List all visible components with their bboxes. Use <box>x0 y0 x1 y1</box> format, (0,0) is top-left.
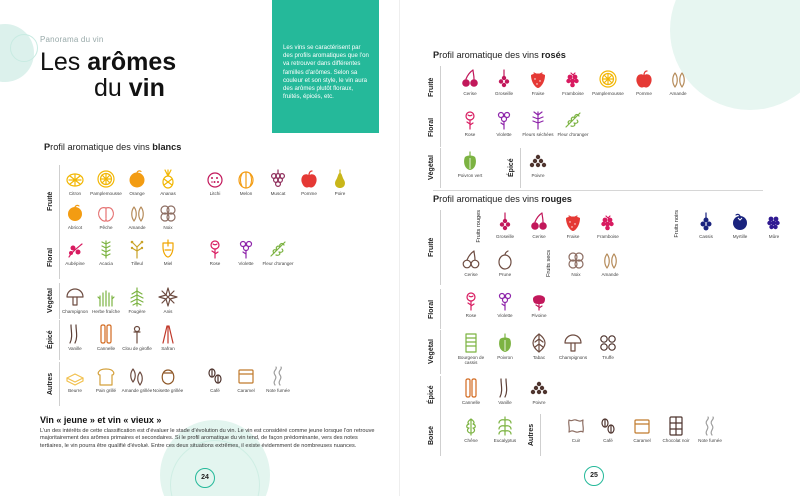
aroma-label: Poivre <box>531 173 545 178</box>
aroma-label: Myrtille <box>732 234 748 239</box>
smoke-icon <box>700 416 720 436</box>
family-divider <box>440 107 441 147</box>
honey-icon <box>158 239 178 259</box>
aroma-label: Aubépine <box>65 261 85 266</box>
aroma-label: Fleurs séchées <box>522 132 554 137</box>
vanilla-icon <box>65 324 85 344</box>
aroma-item <box>150 366 186 393</box>
aroma-item <box>452 69 488 96</box>
section-divider <box>433 190 763 191</box>
right-page <box>400 0 800 496</box>
breadcrumb: Panorama du vin <box>40 35 104 44</box>
rose-icon <box>460 110 480 130</box>
plum-icon <box>495 250 515 270</box>
aroma-label: Anis <box>163 309 173 314</box>
pineapple-icon <box>158 169 178 189</box>
grapefruit-icon <box>598 69 618 89</box>
aroma-item <box>660 69 696 96</box>
blackcurrant-icon <box>696 212 716 232</box>
aroma-label: Fraise <box>531 91 545 96</box>
aroma-item <box>590 69 626 96</box>
aroma-item <box>453 416 489 443</box>
family-label: Autres <box>47 372 54 396</box>
aroma-label: Vanille <box>68 346 82 351</box>
aroma-item <box>520 151 556 178</box>
aroma-label: Amande grillée <box>121 388 153 393</box>
aroma-item <box>228 239 264 266</box>
acacia-icon <box>96 239 116 259</box>
aroma-label: Groseille <box>495 234 515 239</box>
aroma-item <box>260 239 296 266</box>
aroma-item <box>558 250 594 277</box>
sublabel-fruits-secs: Fruits secs <box>546 250 552 278</box>
aroma-item <box>520 110 556 137</box>
aroma-label: Poivron <box>497 355 513 360</box>
aroma-label: Ananas <box>160 191 176 196</box>
aroma-label: Melon <box>239 191 253 196</box>
peony-icon <box>529 291 549 311</box>
aroma-label: Champignon <box>61 309 89 314</box>
aroma-item <box>150 324 186 351</box>
smoke-icon <box>268 366 288 386</box>
aroma-item <box>150 169 186 196</box>
cinnamon-icon <box>461 378 481 398</box>
family-label: Floral <box>428 117 435 137</box>
mushroom-icon <box>563 333 583 353</box>
family-label: Fruité <box>428 77 435 97</box>
aroma-label: Groseille <box>494 91 514 96</box>
family-divider <box>440 66 441 108</box>
aroma-item <box>487 416 523 443</box>
aroma-label: Violette <box>497 313 513 318</box>
aroma-label: Fraise <box>566 234 580 239</box>
aroma-label: Noix <box>571 272 581 277</box>
aroma-label: Caramel <box>237 388 255 393</box>
aroma-item <box>260 366 296 393</box>
aroma-item <box>487 378 523 405</box>
title-light: Les <box>40 48 88 76</box>
grapefruit-icon <box>96 169 116 189</box>
hawthorn-icon <box>65 239 85 259</box>
aroma-label: Orange <box>129 191 145 196</box>
linden-icon <box>127 239 147 259</box>
pear-icon <box>330 169 350 189</box>
family-divider <box>440 289 441 329</box>
aroma-item <box>692 416 728 443</box>
aroma-label: Pivoine <box>531 313 547 318</box>
family-label: Épicé <box>428 385 435 405</box>
aroma-item <box>555 212 591 239</box>
aroma-label: Pain grillé <box>95 388 117 393</box>
aroma-label: Pomme <box>636 91 652 96</box>
aroma-item <box>322 169 358 196</box>
redcurrant-icon <box>495 212 515 232</box>
aroma-label: Cerise <box>463 91 477 96</box>
fern-icon <box>127 287 147 307</box>
aroma-label: Champignons <box>558 355 588 360</box>
aroma-item <box>555 110 591 137</box>
aroma-label: Café <box>603 438 613 443</box>
page-title-line1 <box>40 48 176 77</box>
aroma-item <box>150 239 186 266</box>
family-label: Fruité <box>47 191 54 211</box>
aroma-item <box>228 169 264 196</box>
page-title-line2 <box>94 74 165 103</box>
title-light: du <box>94 74 129 102</box>
pepper-grains-icon <box>528 151 548 171</box>
aroma-label: Pêche <box>99 225 113 230</box>
aroma-label: Noisette grillée <box>152 388 184 393</box>
family-label: Floral <box>47 247 54 267</box>
section-title-roses: Profil aromatique des vins rosés <box>433 50 566 60</box>
aroma-label: Note fumée <box>266 388 290 393</box>
bud-icon <box>461 333 481 353</box>
cherry-outline-icon <box>461 250 481 270</box>
aroma-label: Note fumée <box>698 438 722 443</box>
aroma-item <box>150 203 186 230</box>
mushroom-icon <box>65 287 85 307</box>
toast-icon <box>96 366 116 386</box>
decorative-ring <box>10 34 38 62</box>
family-label: Autres <box>528 423 535 447</box>
saffron-icon <box>158 324 178 344</box>
family-label: Boisé <box>428 425 435 445</box>
aroma-label: Mûre <box>768 234 780 239</box>
aroma-item <box>452 151 488 178</box>
aroma-label: Violette <box>238 261 254 266</box>
coffee-beans-icon <box>205 366 225 386</box>
aroma-item <box>521 333 557 360</box>
family-label: Épicé <box>47 330 54 350</box>
aroma-label: Noix <box>163 225 173 230</box>
violet-icon <box>495 291 515 311</box>
aroma-label: Clou de girofle <box>122 346 152 351</box>
apple-icon <box>299 169 319 189</box>
strawberry-icon <box>528 69 548 89</box>
aroma-label: Pomme <box>301 191 317 196</box>
apple-icon <box>634 69 654 89</box>
aroma-item <box>590 333 626 360</box>
aroma-item <box>486 69 522 96</box>
aroma-item <box>453 250 489 277</box>
butter-icon <box>65 366 85 386</box>
aroma-item <box>555 69 591 96</box>
aroma-label: Beurre <box>68 388 82 393</box>
aroma-label: Amande <box>601 272 619 277</box>
aroma-label: Prune <box>498 272 512 277</box>
aroma-label: Miel <box>163 261 173 266</box>
rose-icon <box>461 291 481 311</box>
almond-icon <box>127 203 147 223</box>
aroma-label: Bourgeon de cassis <box>457 355 485 366</box>
aroma-label: Poivron vert <box>457 173 483 178</box>
aroma-label: Fleur d'oranger <box>557 132 589 137</box>
aroma-label: Litchi <box>209 191 221 196</box>
aroma-label: Eucalyptus <box>493 438 517 443</box>
aroma-label: Poivre <box>532 400 546 405</box>
aroma-item <box>521 378 557 405</box>
violet-icon <box>236 239 256 259</box>
toasted-almond-icon <box>127 366 147 386</box>
aroma-item <box>150 287 186 314</box>
eucalyptus-icon <box>495 416 515 436</box>
caramel-icon <box>632 416 652 436</box>
aroma-label: Cerise <box>464 272 478 277</box>
family-divider <box>440 376 441 414</box>
tobacco-leaf-icon <box>529 333 549 353</box>
dark-chocolate-icon <box>666 416 686 436</box>
walnut-icon <box>566 250 586 270</box>
dried-flowers-icon <box>528 110 548 130</box>
aroma-item <box>521 291 557 318</box>
aroma-label: Cerise <box>532 234 546 239</box>
strawberry-icon <box>563 212 583 232</box>
intro-text: Les vins se caractérisent par des profils aromatiques que l'on va retrouver dans différentes familles d'arômes. Selon sa couleur et son style, le vin aura des arômes plutôt floraux, fruités, épicés, etc. <box>283 44 369 101</box>
aroma-item <box>722 212 758 239</box>
family-divider <box>440 148 441 188</box>
aroma-item <box>453 291 489 318</box>
family-divider <box>440 414 441 456</box>
aroma-label: Cassis <box>699 234 713 239</box>
aroma-label: Framboise <box>562 91 584 96</box>
family-label: Végétal <box>428 339 435 365</box>
section-title-blancs: Profil aromatique des vins blancs <box>44 142 182 152</box>
coffee-beans-icon <box>598 416 618 436</box>
aroma-label: Fougère <box>128 309 146 314</box>
section-title-rouges: Profil aromatique des vins rouges <box>433 194 572 204</box>
cinnamon-icon <box>96 324 116 344</box>
aroma-label: Pamplemousse <box>592 91 624 96</box>
aroma-item <box>658 416 694 443</box>
family-label: Épicé <box>508 158 515 178</box>
orange-blossom-icon <box>563 110 583 130</box>
grass-icon <box>96 287 116 307</box>
aroma-item <box>520 69 556 96</box>
sublabel-fruits-noirs: Fruits noirs <box>674 210 680 238</box>
hazelnut-icon <box>158 366 178 386</box>
cherry-icon <box>460 69 480 89</box>
aroma-label: Amande <box>128 225 146 230</box>
aroma-item <box>453 333 489 366</box>
blackberry-icon <box>764 212 784 232</box>
aroma-label: Café <box>210 388 220 393</box>
aroma-label: Tabac <box>532 355 546 360</box>
aroma-label: Cannelle <box>96 346 116 351</box>
vin-jeune-vieux-title: Vin « jeune » et vin « vieux » <box>40 415 162 425</box>
aroma-item <box>521 212 557 239</box>
aroma-label: Fleur d'oranger <box>262 261 294 266</box>
aroma-item <box>487 291 523 318</box>
aroma-label: Caramel <box>633 438 651 443</box>
aroma-label: Abricot <box>67 225 83 230</box>
family-label: Végétal <box>47 288 54 314</box>
aroma-label: Chêne <box>464 438 478 443</box>
aroma-item <box>487 212 523 239</box>
raspberry-icon <box>598 212 618 232</box>
aroma-item <box>756 212 792 239</box>
aroma-item <box>558 416 594 443</box>
aroma-label: Rose <box>464 132 476 137</box>
aroma-item <box>626 69 662 96</box>
aroma-label: Safran <box>161 346 175 351</box>
aroma-item <box>590 212 626 239</box>
aroma-item <box>486 110 522 137</box>
aroma-label: Violette <box>496 132 512 137</box>
aroma-label: Rose <box>465 313 477 318</box>
vanilla-icon <box>495 378 515 398</box>
vin-jeune-vieux-text: L'un des intérêts de cette classification est d'évaluer le stade d'évolution du vin. Le vin est considéré comme jeune lorsque l'on retrouve majoritairement des arômes primaires et secondaires. Si le profil aromatique du vin tend, de façon prédominante, vers des notes tertiaires, le vin pourra être qualifié d'évolué. Entre ces deux situations extrêmes, il existe évidemment de nombreuses nuances. <box>40 428 375 449</box>
aroma-item <box>487 250 523 277</box>
intro-box <box>272 0 379 133</box>
aroma-item <box>487 333 523 360</box>
oak-leaf-icon <box>461 416 481 436</box>
aroma-label: Vanille <box>498 400 512 405</box>
title-bold: vin <box>128 74 165 102</box>
aroma-label: Chocolat noir <box>662 438 690 443</box>
aroma-label: Muscat <box>270 191 286 196</box>
lemon-icon <box>65 169 85 189</box>
aroma-label: Citron <box>68 191 82 196</box>
lychee-icon <box>205 169 225 189</box>
orange-icon <box>127 169 147 189</box>
blueberry-icon <box>730 212 750 232</box>
aroma-label: Cannelle <box>461 400 481 405</box>
aroma-item <box>453 378 489 405</box>
aroma-item <box>555 333 591 360</box>
family-divider <box>540 414 541 456</box>
pepper-grains-icon <box>529 378 549 398</box>
almond-icon <box>668 69 688 89</box>
redcurrant-icon <box>494 69 514 89</box>
aroma-item <box>228 366 264 393</box>
clove-icon <box>127 324 147 344</box>
aroma-label: Cuir <box>571 438 581 443</box>
family-label: Fruité <box>428 237 435 258</box>
walnut-icon <box>158 203 178 223</box>
rose-icon <box>205 239 225 259</box>
aroma-label: Amande <box>669 91 687 96</box>
peach-icon <box>96 203 116 223</box>
almond-icon <box>600 250 620 270</box>
aroma-label: Rose <box>209 261 221 266</box>
aroma-item <box>452 110 488 137</box>
family-label: Végétal <box>428 155 435 181</box>
violet-icon <box>494 110 514 130</box>
star-anise-icon <box>158 287 178 307</box>
aroma-label: Herbe fraîche <box>92 309 120 314</box>
aroma-label: Tilleul <box>131 261 143 266</box>
orange-blossom-icon <box>268 239 288 259</box>
aroma-item <box>688 212 724 239</box>
aroma-label: Acacia <box>99 261 113 266</box>
aroma-label: Truffe <box>602 355 614 360</box>
family-divider <box>440 330 441 374</box>
cherry-icon <box>529 212 549 232</box>
green-pepper-icon <box>495 333 515 353</box>
aroma-item <box>624 416 660 443</box>
family-divider <box>440 210 441 285</box>
truffle-icon <box>598 333 618 353</box>
apricot-icon <box>65 203 85 223</box>
grapes-icon <box>268 169 288 189</box>
aroma-item <box>592 250 628 277</box>
caramel-icon <box>236 366 256 386</box>
aroma-item <box>590 416 626 443</box>
melon-icon <box>236 169 256 189</box>
leather-icon <box>566 416 586 436</box>
aroma-label: Pamplemousse <box>90 191 122 196</box>
aroma-label: Poire <box>334 191 346 196</box>
aroma-label: Framboise <box>597 234 619 239</box>
green-pepper-icon <box>460 151 480 171</box>
page-number: 24 <box>195 468 215 488</box>
title-bold: arômes <box>87 48 177 76</box>
family-label: Floral <box>428 299 435 319</box>
sublabel-fruits-rouges: Fruits rouges <box>476 210 482 243</box>
raspberry-icon <box>563 69 583 89</box>
page-number: 25 <box>584 466 604 486</box>
